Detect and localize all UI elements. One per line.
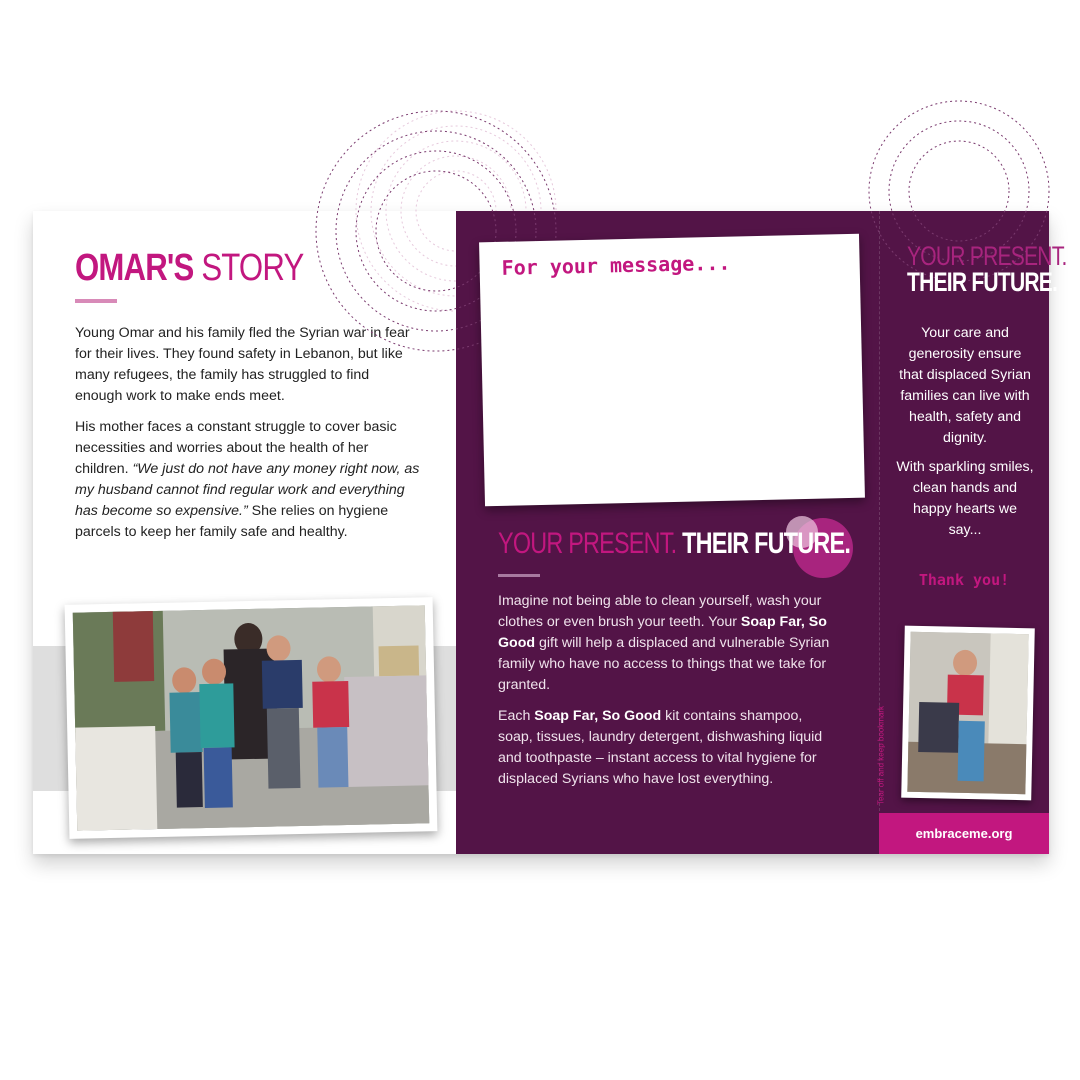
bookmark-text <box>895 323 1035 549</box>
gift-paragraph-1-b: gift will help a displaced and vulnerable Syrian family who have no access to things that we take for granted. <box>498 635 830 693</box>
story-paragraph-2-outro: She relies on hygiene parcels to keep her family safe and healthy. <box>75 503 389 540</box>
gift-paragraph-2-a: Each <box>498 708 535 724</box>
story-title-thin: STORY <box>201 247 304 289</box>
omar-photo-illustration <box>907 632 1028 794</box>
gift-paragraph-2-b: kit contains shampoo, soap, tissues, laundry detergent, dishwashing liquid and toothpaste – instant access to vital hygiene for displaced Syrians who have lost everything. <box>498 708 823 787</box>
thank-you: Thank you! <box>918 571 1010 589</box>
story-title-bold: OMAR'S <box>75 247 194 289</box>
heading-underline <box>498 574 540 577</box>
family-photo-illustration <box>73 605 429 830</box>
bookmark-paragraph-2: With sparkling smiles, clean hands and happy hearts we say... <box>896 459 1034 538</box>
message-area[interactable] <box>479 234 865 507</box>
omar-photo-image <box>907 632 1028 794</box>
gift-text <box>498 591 838 800</box>
title-underline <box>75 299 117 303</box>
story-paragraph-2 <box>75 417 420 543</box>
gift-paragraph-1-a: Imagine not being able to clean yourself, wash your clothes or even brush your teeth. Your <box>498 593 822 630</box>
bookmark-heading-thin: YOUR PRESENT. <box>907 241 1067 271</box>
gift-heading-thin: YOUR PRESENT. <box>498 527 677 560</box>
gift-name: Soap Far, So Good <box>498 614 827 651</box>
gift-paragraph-2 <box>498 706 838 790</box>
brochure-card <box>33 211 1067 854</box>
story-title <box>75 249 303 287</box>
story-paragraph-2-intro: His mother faces a constant struggle to cover basic necessities and worries about the health of her children. <box>75 419 397 477</box>
tear-note: Tear off and keep bookmark <box>876 705 886 806</box>
gift-heading <box>498 529 850 559</box>
gift-name: Soap Far, So Good <box>534 708 662 724</box>
family-photo-image <box>73 605 429 830</box>
story-paragraph-1: Young Omar and his family fled the Syrian war in fear for their lives. They found safety in Lebanon, but like many refugees, the family has struggled to find enough work to make ends meet. <box>75 325 410 404</box>
gift-panel <box>456 211 879 854</box>
family-photo <box>65 597 438 839</box>
bookmark-paragraph-1: Your care and generosity ensure that displaced Syrian families can live with health, safety and dignity. <box>899 325 1031 446</box>
bookmark-heading-bold: THEIR FUTURE. <box>907 267 1058 297</box>
mother-quote: “We just do not have any money right now, as my husband cannot find regular work and everything has become so expensive.” <box>75 461 420 519</box>
gift-paragraph-1 <box>498 591 838 696</box>
website-link[interactable]: embraceme.org <box>879 813 1049 854</box>
omar-photo <box>901 626 1035 801</box>
message-label: For your message... <box>501 250 731 280</box>
bookmark-panel <box>876 211 1067 854</box>
gift-heading-bold: THEIR FUTURE. <box>682 527 851 560</box>
bookmark-heading <box>907 241 1067 297</box>
